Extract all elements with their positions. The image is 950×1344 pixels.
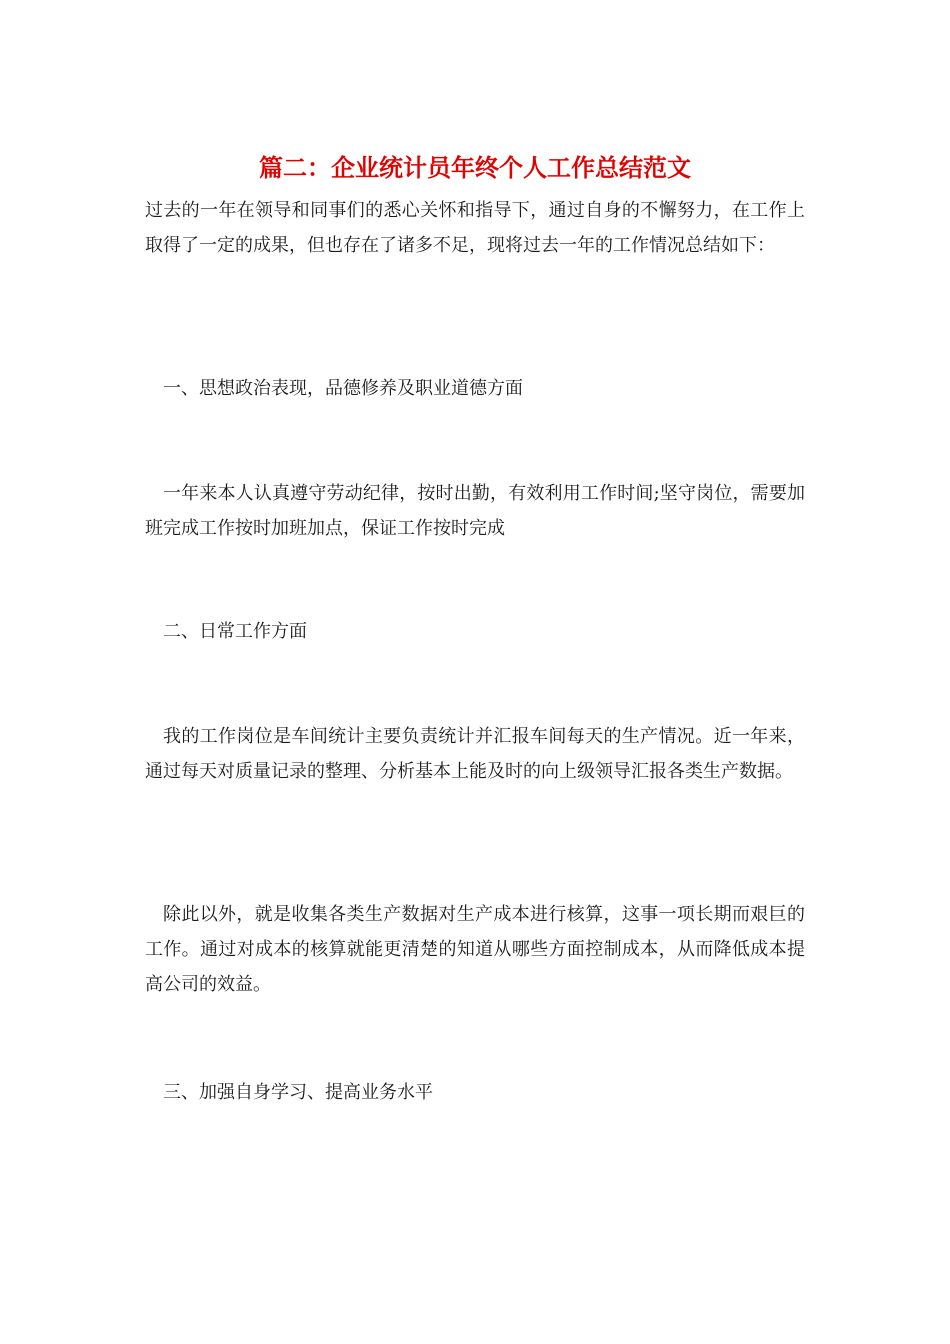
section-2-paragraph-2: 除此以外，就是收集各类生产数据对生产成本进行核算，这事一项长期而艰巨的工作。通过对成本的核算就能更清楚的知道从哪些方面控制成本，从而降低成本提高公司的效益。 — [145, 904, 805, 995]
document-title: 篇二：企业统计员年终个人工作总结范文 — [259, 153, 691, 182]
section-heading-1: 一、思想政治表现，品德修养及职业道德方面 — [163, 378, 523, 399]
section-heading-3: 三、加强自身学习、提高业务水平 — [163, 1082, 433, 1103]
section-2-paragraph-1: 我的工作岗位是车间统计主要负责统计并汇报车间每天的生产情况。近一年来，通过每天对质量记录的整理、分析基本上能及时的向上级领导汇报各类生产数据。 — [145, 726, 805, 782]
intro-paragraph: 过去的一年在领导和同事们的悉心关怀和指导下，通过自身的不懈努力，在工作上取得了一定的成果，但也存在了诸多不足，现将过去一年的工作情况总结如下： — [145, 200, 805, 256]
section-heading-2: 二、日常工作方面 — [163, 621, 307, 642]
section-1-paragraph: 一年来本人认真遵守劳动纪律，按时出勤，有效利用工作时间;坚守岗位，需要加班完成工作按时加班加点，保证工作按时完成 — [145, 483, 805, 539]
